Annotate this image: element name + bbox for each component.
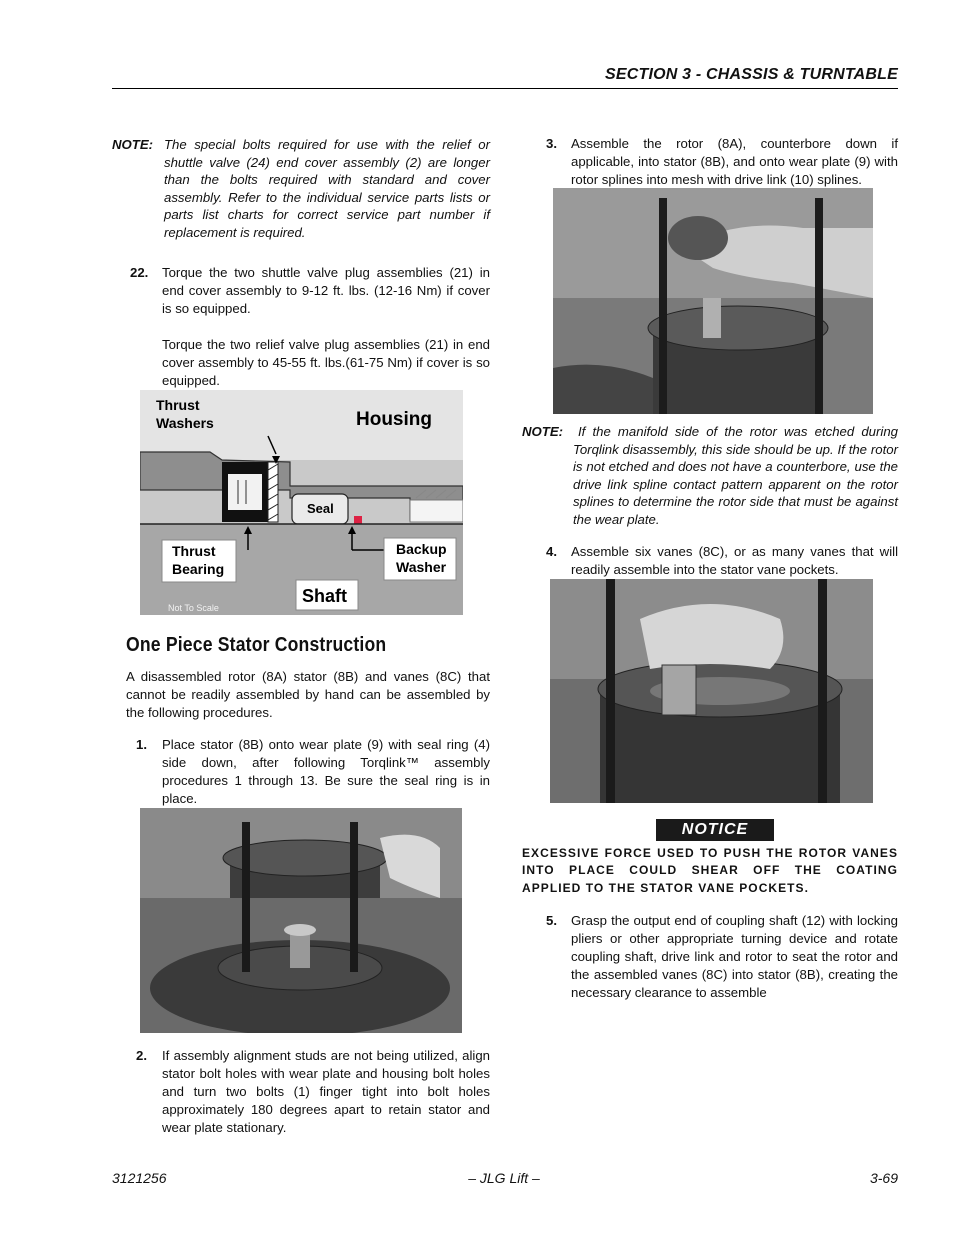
step-text: Place stator (8B) onto wear plate (9) with seal ring (4) side down, after following Torqlink™ assembly procedures 1 through 13. Be sure the seal ring is in place. <box>162 737 490 806</box>
note-bolts <box>112 136 490 246</box>
photo-stator-on-wear-plate <box>140 808 462 1033</box>
note-label: NOTE: <box>112 137 154 152</box>
step-number: 3. <box>546 136 557 151</box>
label-housing: Housing <box>356 409 432 430</box>
note-label: NOTE: <box>522 424 564 439</box>
note-text: The special bolts required for use with the relief or shuttle valve (24) end cover assembly (2) are longer than the bolts required with standard and cover assembly. Refer to the individual service parts lists or parts list charts for correct service part number if replacement is required. <box>164 137 490 240</box>
step-number: 2. <box>136 1048 147 1063</box>
label-not-to-scale: Not To Scale <box>168 603 219 613</box>
step-number: 22. <box>130 265 149 280</box>
section-header: SECTION 3 - CHASSIS & TURNTABLE <box>604 66 898 83</box>
step-number: 5. <box>546 913 557 928</box>
step-text: Torque the two shuttle valve plug assemblies (21) in end cover assembly to 9-12 ft. lbs. (12-16 Nm) if cover is so equipped. <box>162 265 490 316</box>
step-number: 1. <box>136 737 147 752</box>
step-5 <box>546 912 898 1002</box>
step-4 <box>546 543 898 579</box>
step-text-2: Torque the two relief valve plug assemblies (21) in end cover assembly to 45-55 ft. lbs.(61-75 Nm) if cover is so equipped. <box>162 337 490 388</box>
label-thrust-bearing-2: Bearing <box>172 561 225 577</box>
section-heading: One Piece Stator Construction <box>126 634 387 656</box>
label-backup-washer-2: Washer <box>396 559 447 575</box>
notice-badge: NOTICE <box>656 819 774 841</box>
footer-doc-number: 3121256 <box>112 1170 167 1186</box>
step-22 <box>130 264 490 394</box>
header-rule <box>112 88 898 89</box>
seal-diagram <box>140 390 463 615</box>
photo-vane-insertion <box>550 579 873 803</box>
step-1 <box>136 736 490 808</box>
label-backup-washer: Backup <box>396 541 447 557</box>
label-thrust-washers: Thrust <box>156 397 200 413</box>
footer-page-number: 3-69 <box>869 1170 898 1186</box>
step-text: Grasp the output end of coupling shaft (12) with locking pliers or other appropriate turning device and rotate coupling shaft, drive link and rotor to seat the rotor and the assembled vanes (8C) into stator (8B), creating the necessary clearance to assemble <box>571 913 898 1000</box>
intro-paragraph: A disassembled rotor (8A) stator (8B) and vanes (8C) that cannot be readily assembled by hand can be assembled by the following procedures. <box>126 669 490 720</box>
note-text: If the manifold side of the rotor was etched during Torqlink disassembly, this side should be up. If the rotor is not etched and does not have a counterbore, use the drive link spline contact pattern apparent on the rotor splines to determine the rotor side that must be against the wear plate. <box>573 424 898 527</box>
label-thrust-washers-2: Washers <box>156 415 214 431</box>
step-text: If assembly alignment studs are not being utilized, align stator bolt holes with wear plate and housing bolt holes and turn two bolts (1) finger tight into bolt holes approximately 180 degrees apart to retain stator and wear plate stationary. <box>162 1048 490 1135</box>
step-text: Assemble six vanes (8C), or as many vanes that will readily assemble into the stator vane pockets. <box>571 544 898 577</box>
footer-center: – JLG Lift – <box>468 1170 540 1186</box>
photo-rotor-assembly <box>553 188 873 414</box>
label-shaft: Shaft <box>302 586 347 606</box>
label-seal: Seal <box>307 501 334 516</box>
notice-text: EXCESSIVE FORCE USED TO PUSH THE ROTOR VANES INTO PLACE COULD SHEAR OFF THE COATING APPLIED TO THE STATOR VANE POCKETS. <box>522 846 898 895</box>
step-2 <box>136 1047 490 1139</box>
label-thrust-bearing: Thrust <box>172 543 216 559</box>
step-text: Assemble the rotor (8A), counterbore down if applicable, into stator (8B), and onto wear plate (9) with rotor splines into mesh with drive link (10) splines. <box>571 136 898 187</box>
step-number: 4. <box>546 544 557 559</box>
step-3 <box>546 135 898 189</box>
note-rotor <box>522 423 898 529</box>
